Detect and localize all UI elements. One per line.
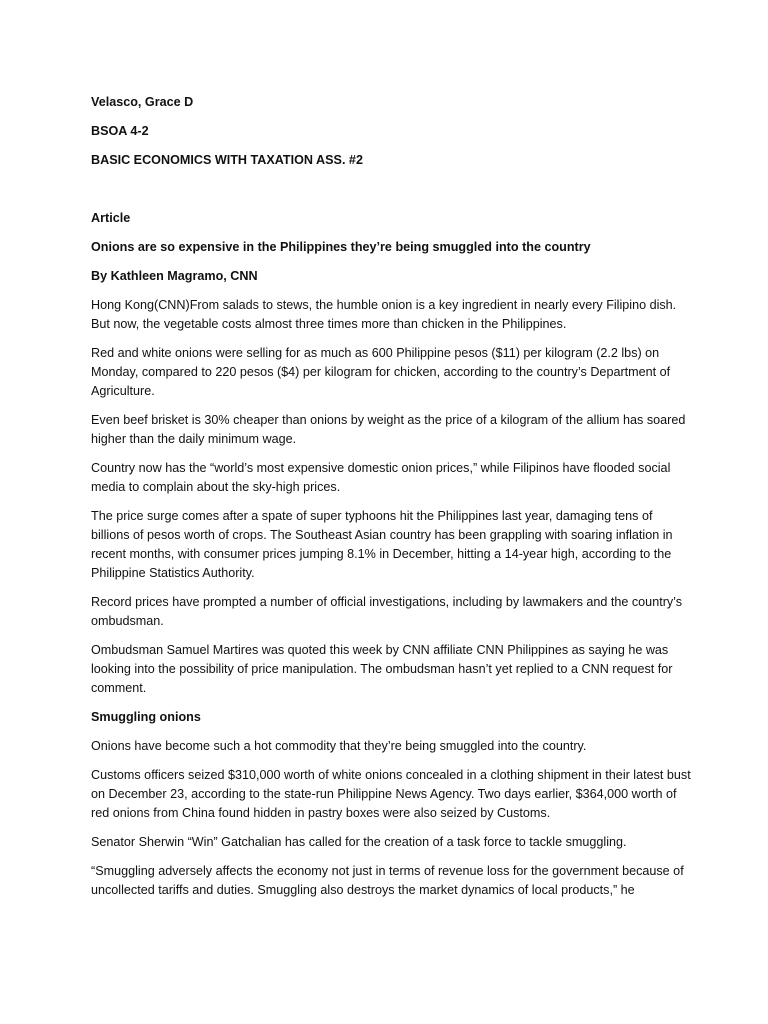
article-byline: By Kathleen Magramo, CNN [91,269,258,283]
article-paragraph: Hong Kong(CNN)From salads to stews, the humble onion is a key ingredient in nearly every Filipino dish. But now, the vegetable costs almost three times more than chicken in the Philippines. [91,298,677,331]
article-paragraph: Even beef brisket is 30% cheaper than onions by weight as the price of a kilogram of the allium has soared higher than the daily minimum wage. [91,413,686,446]
article-paragraph: Country now has the “world’s most expensive domestic onion prices,” while Filipinos have flooded social media to complain about the sky-high prices. [91,461,671,494]
article-title: Onions are so expensive in the Philippines they’re being smuggled into the country [91,240,591,254]
article-subheading: Smuggling onions [91,710,201,724]
student-name: Velasco, Grace D [91,95,194,109]
article-paragraph: “Smuggling adversely affects the economy not just in terms of revenue loss for the government because of uncollected tariffs and duties. Smuggling also destroys the market dynamics of local products,” he [91,864,684,897]
article-paragraph: Customs officers seized $310,000 worth of white onions concealed in a clothing shipment in their latest bust on December 23, according to the state-run Philippine News Agency. Two days earlier, $364,000 worth of red onions from China found hidden in pastry boxes were also seized by Customs. [91,768,691,820]
article-paragraph: Red and white onions were selling for as much as 600 Philippine pesos ($11) per kilogram (2.2 lbs) on Monday, compared to 220 pesos ($4) per kilogram for chicken, according to the country’s Department of Agriculture. [91,346,671,398]
article-paragraph: Ombudsman Samuel Martires was quoted this week by CNN affiliate CNN Philippines as saying he was looking into the possibility of price manipulation. The ombudsman hasn’t yet replied to a CNN request for comment. [91,643,673,695]
student-section: BSOA 4-2 [91,124,149,138]
course-title: BASIC ECONOMICS WITH TAXATION ASS. #2 [91,153,363,167]
article-paragraph: Record prices have prompted a number of official investigations, including by lawmakers and the country’s ombudsman. [91,595,683,628]
article-label: Article [91,211,131,225]
article-paragraph: The price surge comes after a spate of super typhoons hit the Philippines last year, damaging tens of billions of pesos worth of crops. The Southeast Asian country has been grappling with soaring inflation in recent months, with consumer prices jumping 8.1% in December, hitting a 14-year high, according to the Philippine Statistics Authority. [91,509,673,580]
article-paragraph: Onions have become such a hot commodity that they’re being smuggled into the country. [91,739,587,753]
document-content [91,93,691,910]
article-paragraph: Senator Sherwin “Win” Gatchalian has called for the creation of a task force to tackle smuggling. [91,835,627,849]
